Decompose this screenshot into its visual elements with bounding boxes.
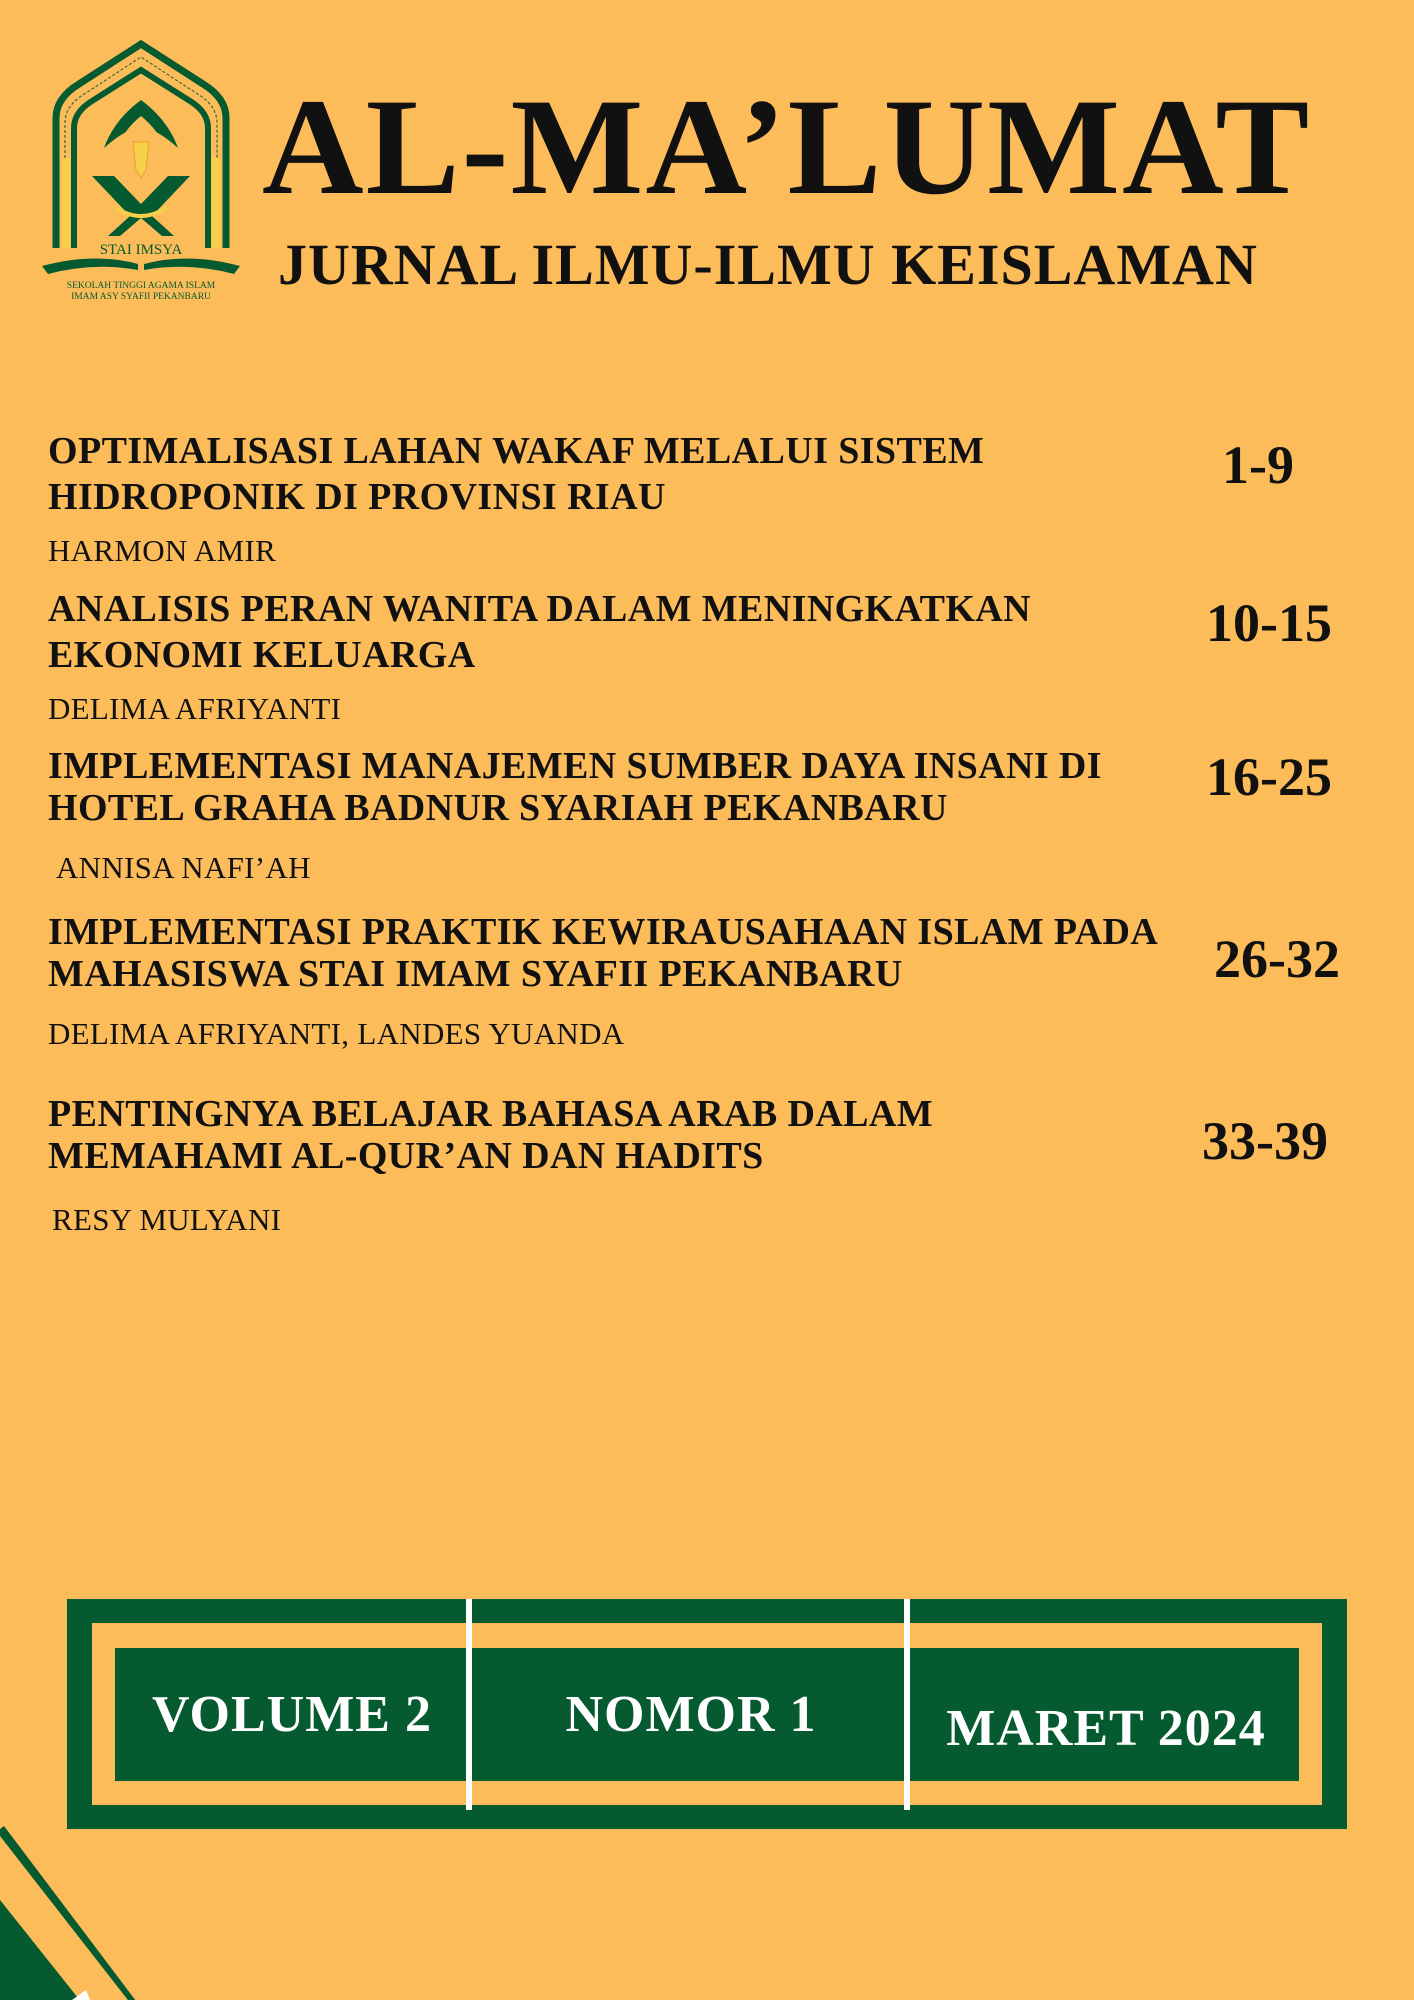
issue-divider	[904, 1599, 910, 1810]
logo-line1: SEKOLAH TINGGI AGAMA ISLAM	[66, 281, 216, 291]
article-title-line: ANALISIS PERAN WANITA DALAM MENINGKATKAN	[48, 588, 1031, 630]
article-title	[48, 746, 1198, 830]
institution-logo	[34, 38, 248, 300]
logo-name: STAI IMSYA	[99, 242, 183, 258]
article-title-line: IMPLEMENTASI MANAJEMEN SUMBER DAYA INSANI DI	[48, 745, 1102, 787]
article-title	[48, 1094, 1198, 1178]
article-title-line: OPTIMALISASI LAHAN WAKAF MELALUI SISTEM	[48, 430, 985, 472]
toc-entry[interactable]	[48, 912, 1388, 1049]
article-author: HARMON AMIR	[48, 532, 277, 568]
article-author: RESY MULYANI	[52, 1201, 282, 1237]
issue-number: NOMOR 1	[565, 1686, 817, 1743]
article-title-line: EKONOMI KELUARGA	[48, 634, 476, 677]
toc-entry[interactable]	[48, 428, 1388, 566]
article-title-line: IMPLEMENTASI PRAKTIK KEWIRAUSAHAAN ISLAM PADA	[48, 911, 1159, 953]
journal-title: AL-MA’LUMAT	[262, 70, 1312, 223]
article-title-line: PENTINGNYA BELAJAR BAHASA ARAB DALAM	[48, 1093, 934, 1135]
corner-decoration	[0, 1800, 200, 2000]
issue-volume: VOLUME 2	[152, 1686, 432, 1743]
issue-divider	[466, 1599, 472, 1810]
article-pages: 1-9	[1222, 435, 1294, 495]
journal-subtitle: JURNAL ILMU-ILMU KEISLAMAN	[278, 232, 1258, 297]
article-title-line: HIDROPONIK DI PROVINSI RIAU	[48, 476, 666, 519]
diagonal-stripes-icon	[0, 1800, 200, 2000]
logo-line2: IMAM ASY SYAFII PEKANBARU	[71, 292, 211, 300]
article-author: ANNISA NAFI’AH	[56, 849, 311, 885]
article-title	[48, 912, 1248, 996]
article-pages: 33-39	[1202, 1111, 1328, 1171]
issue-info-box	[67, 1599, 1347, 1829]
article-title-line: HOTEL GRAHA BADNUR SYARIAH PEKANBARU	[48, 786, 948, 829]
article-author: DELIMA AFRIYANTI	[48, 690, 342, 726]
institution-logo-icon	[34, 38, 248, 300]
article-title	[48, 586, 1198, 679]
issue-date: MARET 2024	[946, 1700, 1266, 1757]
toc-entry[interactable]	[48, 746, 1388, 883]
article-title-line: MAHASISWA STAI IMAM SYAFII PEKANBARU	[48, 952, 903, 995]
article-author: DELIMA AFRIYANTI, LANDES YUANDA	[48, 1015, 625, 1051]
toc-entry[interactable]	[48, 1094, 1388, 1235]
article-pages: 10-15	[1206, 593, 1332, 653]
article-pages: 26-32	[1214, 929, 1340, 989]
article-title	[48, 428, 1198, 521]
article-pages: 16-25	[1206, 747, 1332, 807]
toc-entry[interactable]	[48, 586, 1388, 724]
article-title-line: MEMAHAMI AL-QUR’AN DAN HADITS	[48, 1134, 764, 1177]
